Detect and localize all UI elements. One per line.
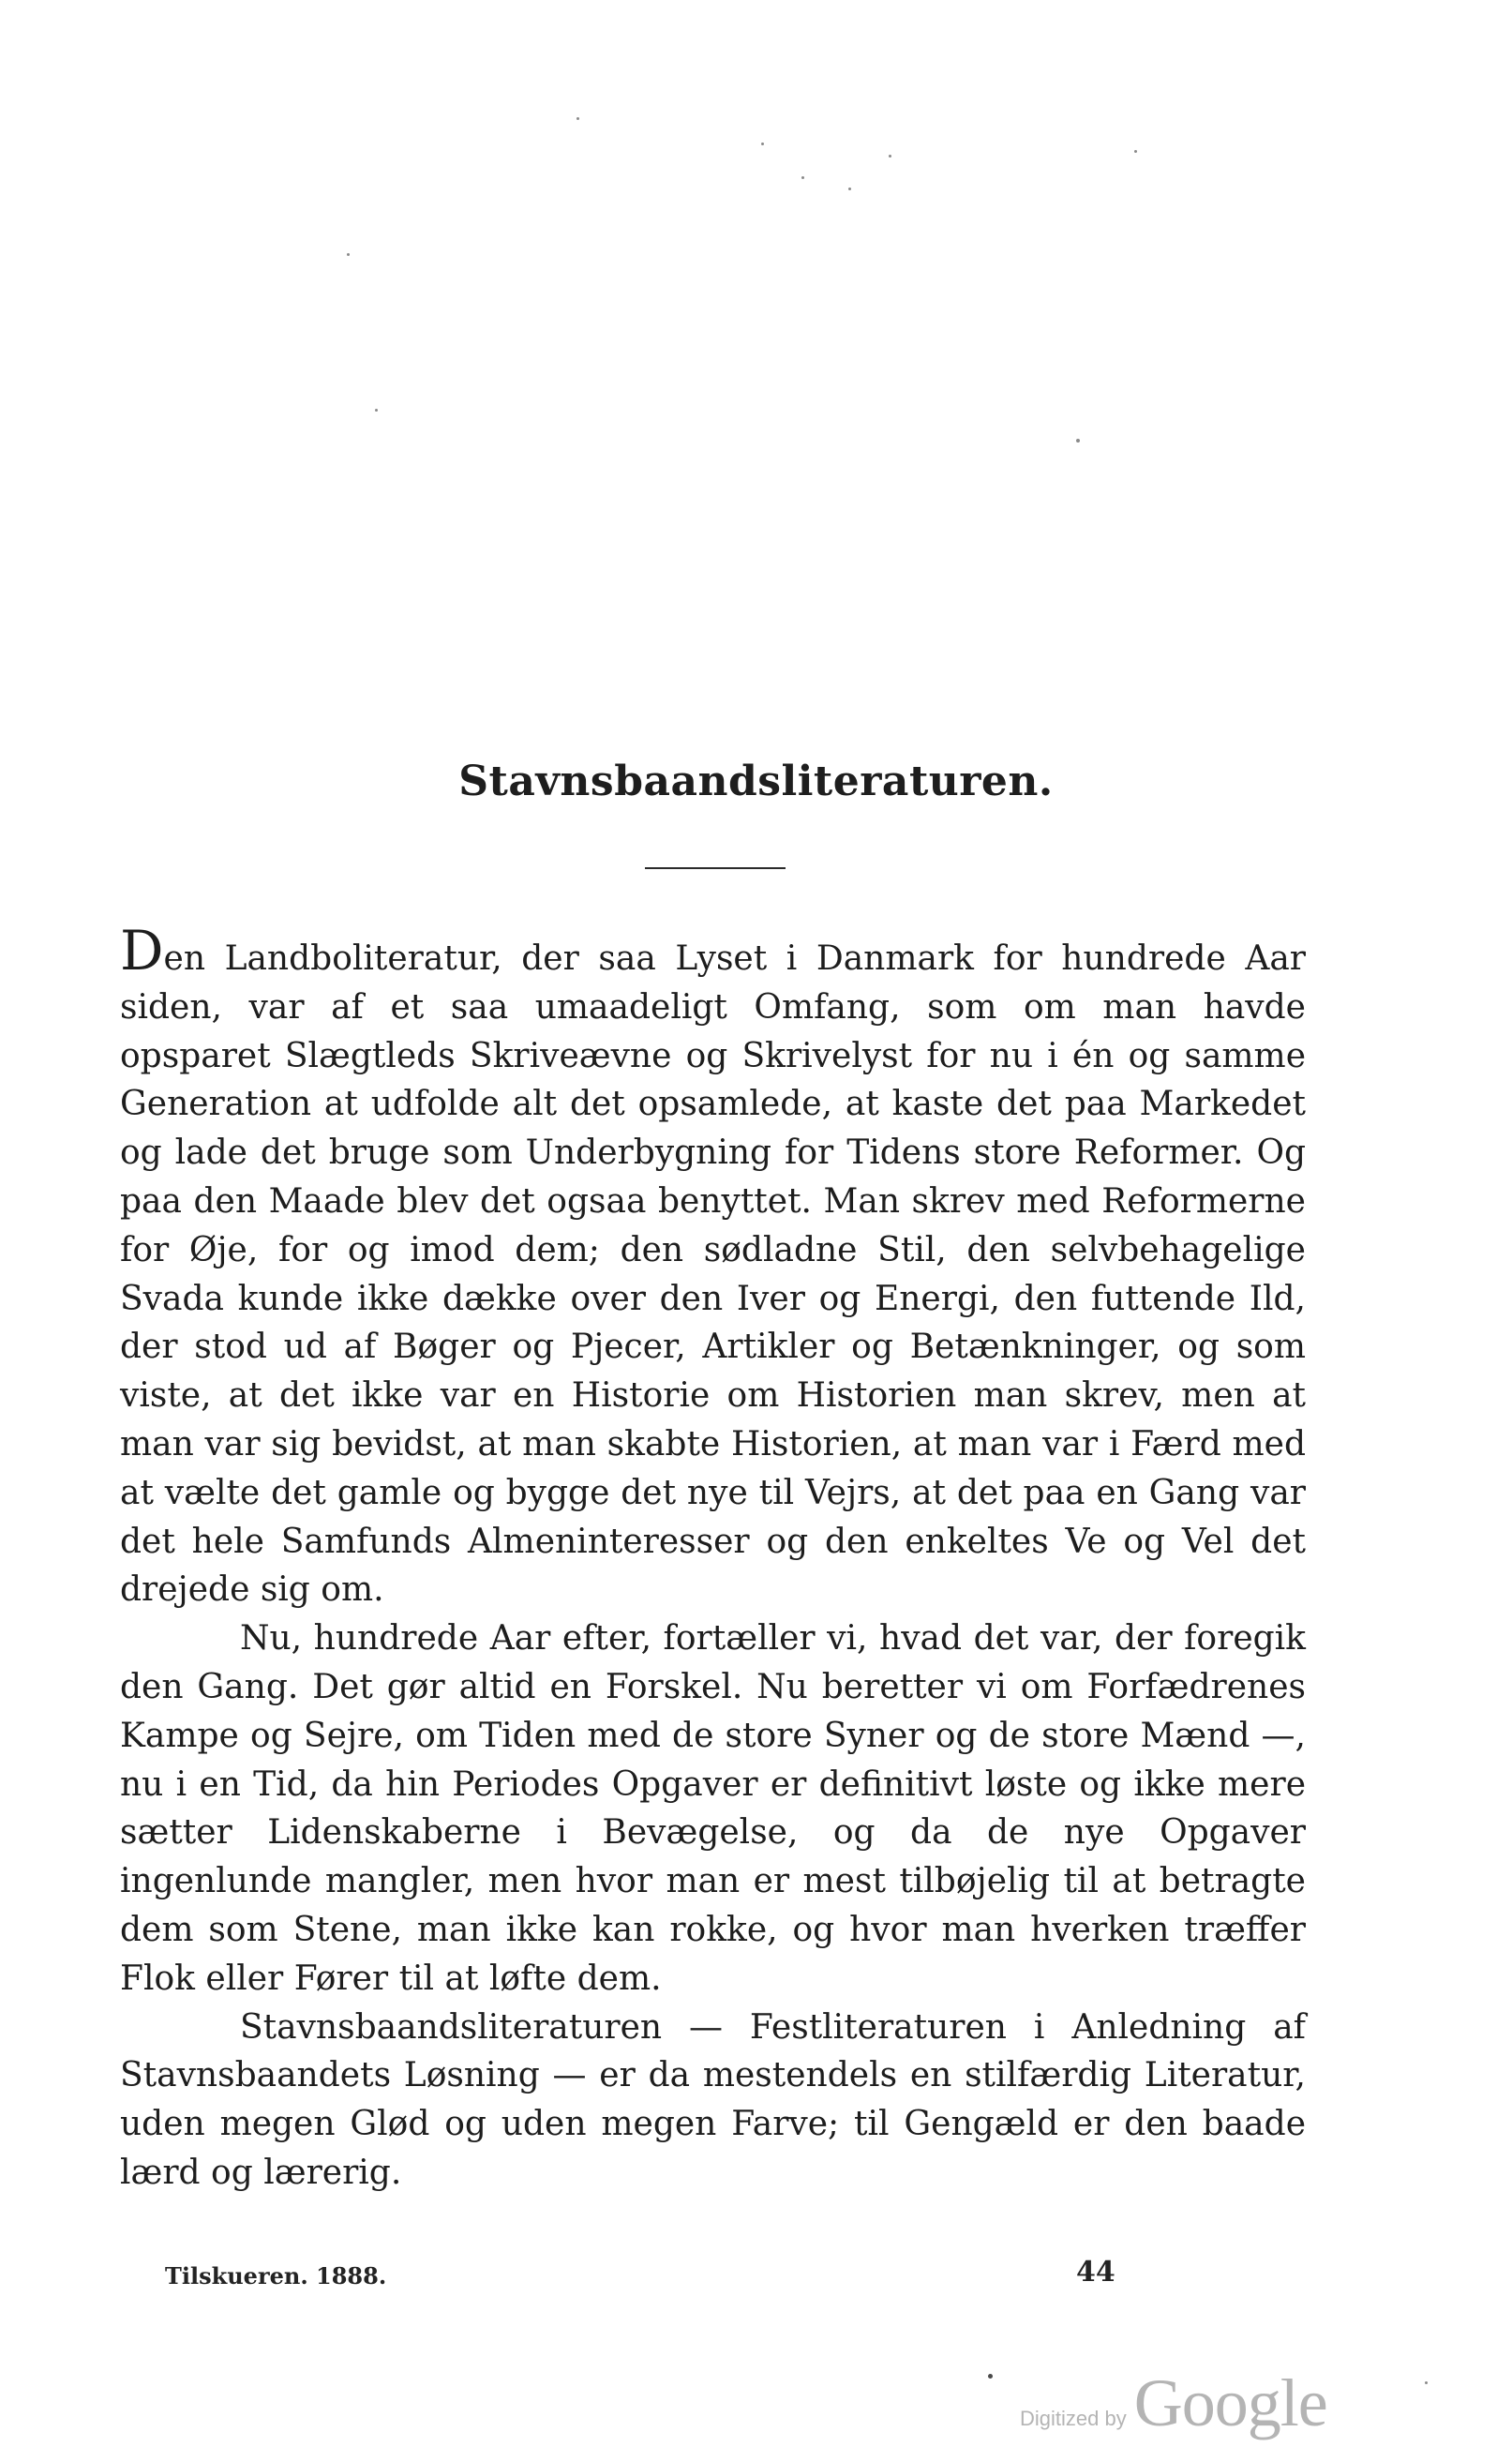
paragraph-2: Nu, hundrede Aar efter, fortæller vi, hvad det var, der foregik den Gang. Det gør altid en Forskel. Nu beretter vi om Forfædrenes Kampe og Sejre, om Tiden med de store Syner og de store Mænd —, nu i en Tid, da hin Periodes Opgaver er definitivt løste og ikke mere sætter Lidenskaberne i Bevægelse, og da de nye Opgaver ingenlunde mangler, men hvor man er mest tilbøjelig til at betragte dem som Stene, man ikke kan rokke, og hvor man hverken træffer Flok eller Fører til at løfte dem. [120, 1619, 1306, 1998]
paragraph-1-text: en Landboliteratur, der saa Lyset i Danmark for hundrede Aar siden, var af et saa umaadeligt Omfang, som om man havde opsparet Slægtleds Skriveævne og Skrivelyst for nu i én og samme Generation at udfolde alt det opsamlede, at kaste det paa Markedet og lade det bruge som Underbygning for Tidens store Reformer. Og paa den Maade blev det ogsaa benyttet. Man skrev med Reformerne for Øje, for og imod dem; den sødladne Stil, den selvbehagelige Svada kunde ikke dække over den Iver og Energi, den futtende Ild, der stod ud af Bøger og Pjecer, Artikler og Betænkninger, og som viste, at det ikke var en Historie om Historien man skrev, men at man var sig bevidst, at man skabte Historien, at man var i Færd med at vælte det gamle og bygge det nye til Vejrs, at det paa en Gang var det hele Samfunds Almeninteresser og den enkeltes Ve og Vel det drejede sig om. [120, 939, 1306, 1610]
scan-speck [1076, 439, 1080, 443]
page-number: 44 [1076, 2256, 1115, 2289]
scan-speck [988, 2374, 993, 2379]
scan-speck [375, 409, 378, 412]
scan-speck [889, 155, 891, 158]
google-logo: Google [1133, 2365, 1327, 2440]
scan-speck [848, 188, 851, 190]
article-title: Stavnsbaandsliteraturen. [458, 758, 1054, 805]
paragraph-1 [120, 919, 1306, 1614]
paragraph-3: Stavnsbaandsliteraturen — Festliteraturen i Anledning af Stavnsbaandets Løsning — er da mestendels en stilfærdig Literatur, uden megen Glød og uden megen Farve; til Gengæld er den baade lærd og lærerig. [120, 2007, 1306, 2192]
scan-speck [576, 117, 579, 120]
title-divider [645, 867, 786, 869]
scan-speck [1425, 2381, 1428, 2384]
scan-speck [801, 176, 804, 179]
drop-cap: D [120, 919, 164, 983]
scan-speck [347, 253, 350, 256]
watermark-prefix: Digitized by [1020, 2407, 1127, 2430]
scan-speck [761, 143, 764, 145]
scan-speck [1134, 150, 1137, 153]
article-body [120, 919, 1306, 2198]
journal-source-line: Tilskueren. 1888. [165, 2262, 387, 2289]
digitized-watermark [1020, 2364, 1327, 2442]
